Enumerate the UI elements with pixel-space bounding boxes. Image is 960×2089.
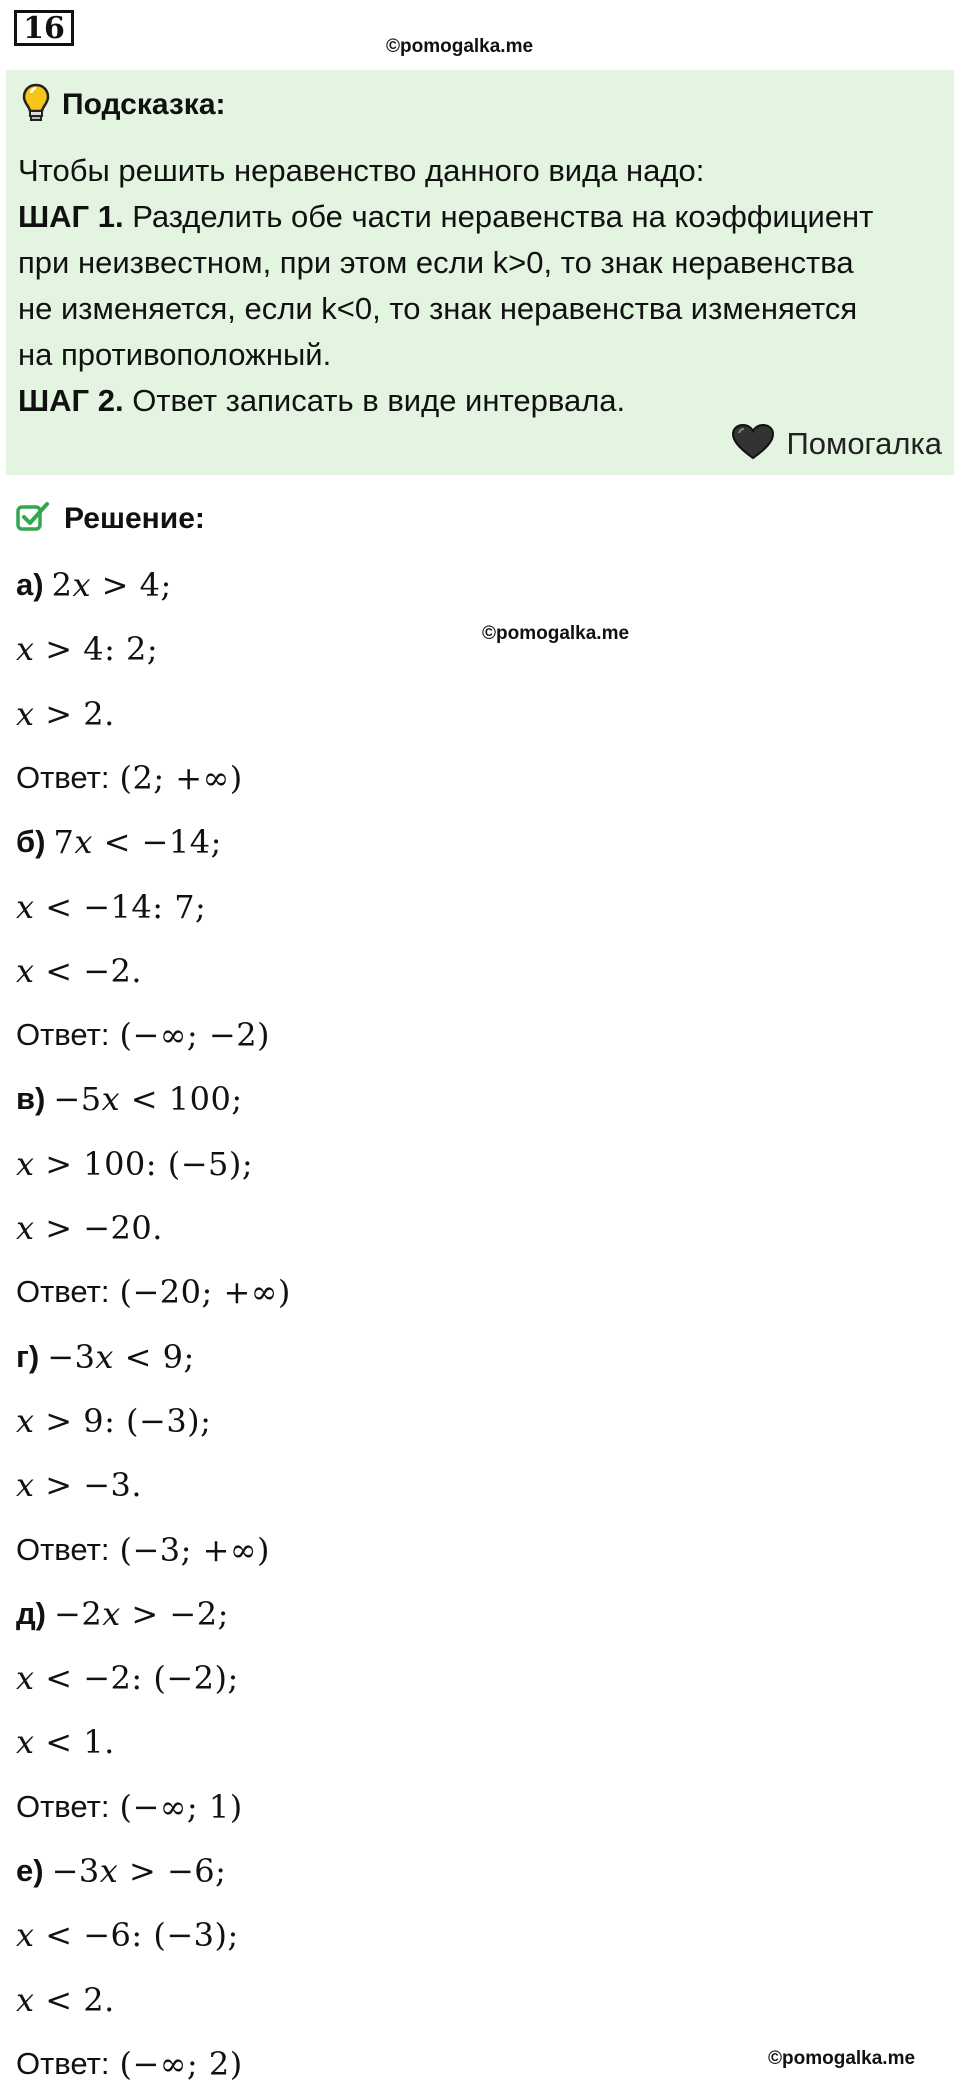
math-expression: 𝑥 < −2. <box>16 951 143 990</box>
answer-interval: (−∞; 2) <box>119 2044 243 2083</box>
math-expression: 𝑥 < 1. <box>16 1723 115 1762</box>
solution-line <box>16 1139 253 1189</box>
solution-line <box>16 1460 142 1510</box>
math-expression: −2𝑥 > −2; <box>54 1594 229 1633</box>
solution-line <box>16 946 142 996</box>
math-expression: −3𝑥 < 9; <box>47 1337 195 1376</box>
answer-line <box>16 2039 243 2089</box>
answer-interval: (−∞; −2) <box>119 1016 271 1055</box>
answer-line <box>16 1782 243 1832</box>
math-expression: 𝑥 < −2: (−2); <box>16 1659 239 1698</box>
math-expression: 𝑥 > −3. <box>16 1466 143 1505</box>
answer-line <box>16 753 243 803</box>
solution-line <box>16 560 172 610</box>
math-expression: 𝑥 > 100: (−5); <box>16 1144 254 1183</box>
math-expression: 2𝑥 > 4; <box>51 566 172 604</box>
hint-step1-cont: не изменяется, если k<0, то знак неравенства изменяется <box>18 291 858 326</box>
answer-interval: (−20; +∞) <box>119 1273 291 1312</box>
solution-line <box>16 1975 115 2025</box>
solution-line <box>16 1332 195 1382</box>
math-expression: 𝑥 > 2. <box>16 694 115 733</box>
math-expression: 𝑥 > 9: (−3); <box>16 1401 212 1440</box>
part-letter: в) <box>16 1081 46 1117</box>
math-expression: 𝑥 > 4: 2; <box>16 630 159 669</box>
math-expression: −3𝑥 > −6; <box>51 1852 227 1890</box>
answer-label: Ответ: <box>16 1017 110 1053</box>
solution-line <box>16 1589 229 1639</box>
step1-text: Разделить обе части неравенства на коэффициент <box>132 199 874 234</box>
answer-line <box>16 1267 291 1317</box>
math-expression: 7𝑥 < −14; <box>53 823 222 862</box>
answer-interval: (2; +∞) <box>119 758 243 797</box>
hint-step1-cont: на противоположный. <box>18 337 332 372</box>
hint-box <box>6 70 954 475</box>
solution-header <box>16 497 205 541</box>
solution-line <box>16 1910 239 1960</box>
answer-label: Ответ: <box>16 1531 110 1567</box>
part-letter: д) <box>16 1595 47 1631</box>
solution-title: Решение: <box>64 502 205 535</box>
brand <box>732 422 942 466</box>
watermark: ©pomogalka.me <box>386 36 534 57</box>
answer-interval: (−3; +∞) <box>119 1530 271 1569</box>
watermark: ©pomogalka.me <box>482 623 630 644</box>
solution-line <box>16 1203 163 1253</box>
heart-icon <box>732 424 774 465</box>
hint-step2 <box>18 378 948 424</box>
math-expression: 𝑥 < 2. <box>16 1980 115 2019</box>
solution-line <box>16 689 115 739</box>
lightbulb-icon <box>22 83 50 128</box>
hint-title: Подсказка: <box>62 88 226 121</box>
part-letter: б) <box>16 824 46 860</box>
answer-label: Ответ: <box>16 1788 110 1824</box>
solution-line <box>16 1396 211 1446</box>
math-expression: 𝑥 < −14: 7; <box>16 887 207 926</box>
brand-name: Помогалка <box>786 426 942 461</box>
part-letter: г) <box>16 1338 40 1374</box>
solution-line <box>16 1717 115 1767</box>
task-number: 16 <box>14 10 74 46</box>
answer-label: Ответ: <box>16 759 110 795</box>
solution-line <box>16 882 206 932</box>
answer-label: Ответ: <box>16 2045 110 2081</box>
hint-text <box>18 148 948 424</box>
solution-line <box>16 1074 243 1124</box>
step2-label: ШАГ 2. <box>18 383 124 418</box>
step2-text: Ответ записать в виде интервала. <box>132 383 626 418</box>
math-expression: 𝑥 < −6: (−3); <box>16 1916 239 1955</box>
math-expression: −5𝑥 < 100; <box>53 1080 243 1119</box>
solution-line <box>16 1653 239 1703</box>
answer-label: Ответ: <box>16 1274 110 1310</box>
solution-line <box>16 1846 226 1896</box>
solution-line <box>16 817 222 867</box>
hint-step1-cont: при неизвестном, при этом если k>0, то знак неравенства <box>18 245 854 280</box>
hint-header <box>22 82 226 128</box>
part-letter: е) <box>16 1853 44 1888</box>
math-expression: 𝑥 > −20. <box>16 1209 163 1247</box>
answer-line <box>16 1525 270 1575</box>
answer-line <box>16 1010 270 1060</box>
hint-step1 <box>18 194 948 240</box>
part-letter: а) <box>16 567 44 602</box>
hint-intro: Чтобы решить неравенство данного вида надо: <box>18 153 705 188</box>
checkbox-icon <box>16 501 50 538</box>
solution-line <box>16 624 158 674</box>
step1-label: ШАГ 1. <box>18 199 124 234</box>
watermark: ©pomogalka.me <box>768 2048 916 2069</box>
answer-interval: (−∞; 1) <box>119 1787 243 1826</box>
